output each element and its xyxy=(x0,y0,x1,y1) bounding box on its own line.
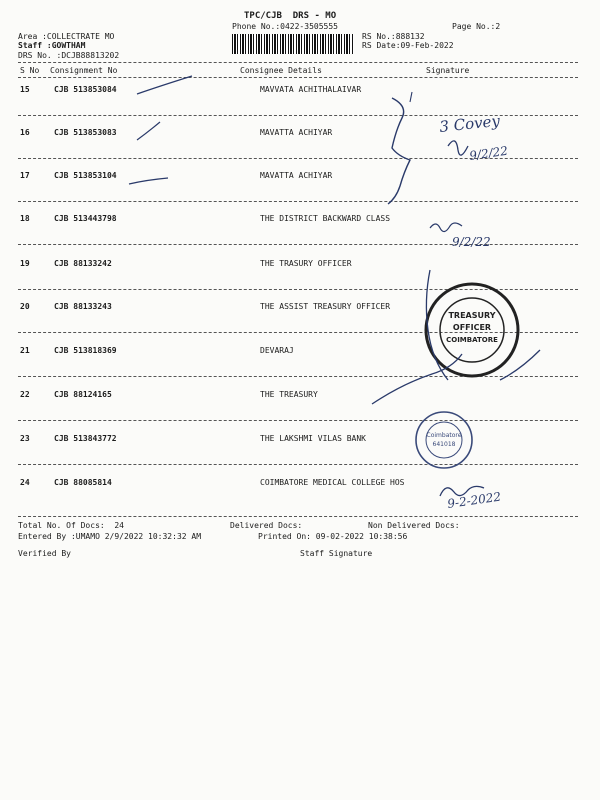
row-sno: 23 xyxy=(20,434,30,443)
divider xyxy=(18,420,578,421)
svg-text:OFFICER: OFFICER xyxy=(452,323,492,332)
row-consignee: THE TREASURY xyxy=(260,390,318,399)
row-sno: 17 xyxy=(20,171,30,180)
col-header-consignee: Consignee Details xyxy=(240,66,322,75)
row-consignee: THE DISTRICT BACKWARD CLASS xyxy=(260,214,391,223)
handwritten-note: 3 Covey xyxy=(438,111,501,136)
row-sno: 15 xyxy=(20,85,30,94)
row-consignee: THE TRASURY OFFICER xyxy=(260,259,352,268)
rs-date: RS Date:09-Feb-2022 xyxy=(362,41,454,50)
divider xyxy=(18,289,578,290)
row-sno: 18 xyxy=(20,214,30,223)
table-row xyxy=(18,303,578,315)
area-label: Area :COLLECTRATE MO xyxy=(18,32,115,41)
divider xyxy=(18,332,578,333)
rs-number: RS No.:888132 xyxy=(362,32,425,41)
row-consignment-no: CJB 513853084 xyxy=(54,85,117,94)
row-sno: 20 xyxy=(20,302,30,311)
row-sno: 19 xyxy=(20,259,30,268)
brace-mark xyxy=(388,98,410,204)
non-delivered-docs: Non Delivered Docs: xyxy=(368,521,460,530)
drs-number: DRS No. :DCJB88813202 xyxy=(18,51,120,60)
table-row xyxy=(18,391,578,403)
phone-number: Phone No.:0422-3505555 xyxy=(232,22,338,31)
table-row xyxy=(18,129,578,141)
staff-signature: Staff Signature xyxy=(300,549,373,558)
table-row xyxy=(18,260,578,272)
row-consignment-no: CJB 513818369 xyxy=(54,346,117,355)
signature-scribble xyxy=(448,141,468,155)
row-consignee: MAVATTA ACHIYAR xyxy=(260,128,333,137)
row-consignment-no: CJB 513843772 xyxy=(54,434,117,443)
row-consignee: THE LAKSHMI VILAS BANK xyxy=(260,434,366,443)
barcode xyxy=(232,34,354,54)
col-header-consignment: Consignment No xyxy=(50,66,118,75)
svg-text:TREASURY: TREASURY xyxy=(448,311,496,320)
printed-on: Printed On: 09-02-2022 10:38:56 xyxy=(258,532,408,541)
handwritten-date: 9-2-2022 xyxy=(446,489,502,511)
table-row xyxy=(18,347,578,359)
svg-text:Coimbatore: Coimbatore xyxy=(426,432,462,439)
divider xyxy=(18,376,578,377)
row-consignment-no: CJB 88133242 xyxy=(54,259,112,268)
col-header-sno: S No xyxy=(20,66,40,75)
row-consignment-no: CJB 513853104 xyxy=(54,171,117,180)
col-header-signature: Signature xyxy=(426,66,470,75)
pen-mark xyxy=(426,270,448,380)
row-sno: 22 xyxy=(20,390,30,399)
row-consignment-no: CJB 513853083 xyxy=(54,128,117,137)
divider xyxy=(18,516,578,517)
treasury-stamp xyxy=(426,284,518,376)
page-number: Page No.:2 xyxy=(452,22,501,31)
table-row xyxy=(18,479,578,491)
delivered-docs: Delivered Docs: xyxy=(230,521,303,530)
table-row xyxy=(18,86,578,98)
total-docs: Total No. Of Docs: 24 xyxy=(18,521,124,530)
divider xyxy=(18,115,578,116)
divider xyxy=(18,201,578,202)
divider xyxy=(18,77,578,78)
table-row xyxy=(18,172,578,184)
verified-by: Verified By xyxy=(18,549,71,558)
entered-by: Entered By :UMAMO 2/9/2022 10:32:32 AM xyxy=(18,532,202,541)
table-row xyxy=(18,215,578,227)
divider xyxy=(18,244,578,245)
row-consignee: MAVATTA ACHIYAR xyxy=(260,171,333,180)
divider xyxy=(18,62,578,63)
row-consignee: DEVARAJ xyxy=(260,346,294,355)
row-sno: 16 xyxy=(20,128,30,137)
divider xyxy=(18,158,578,159)
svg-text:641018: 641018 xyxy=(432,441,456,448)
row-sno: 21 xyxy=(20,346,30,355)
divider xyxy=(18,464,578,465)
report-title: TPC/CJB DRS - MO xyxy=(244,11,337,21)
handwritten-date: 9/2/22 xyxy=(452,235,491,249)
row-consignee: MAVVATA ACHITHALAIVAR xyxy=(260,85,362,94)
svg-text:COIMBATORE: COIMBATORE xyxy=(446,336,498,344)
row-consignee: THE ASSIST TREASURY OFFICER xyxy=(260,302,391,311)
table-row xyxy=(18,435,578,447)
row-consignment-no: CJB 88124165 xyxy=(54,390,112,399)
handwritten-date: 9/2/22 xyxy=(468,143,509,163)
row-sno: 24 xyxy=(20,478,30,487)
row-consignment-no: CJB 88085814 xyxy=(54,478,112,487)
row-consignment-no: CJB 513443798 xyxy=(54,214,117,223)
staff-label: Staff :GOWTHAM xyxy=(18,41,86,50)
row-consignee: COIMBATORE MEDICAL COLLEGE HOS xyxy=(260,478,405,487)
row-consignment-no: CJB 88133243 xyxy=(54,302,112,311)
